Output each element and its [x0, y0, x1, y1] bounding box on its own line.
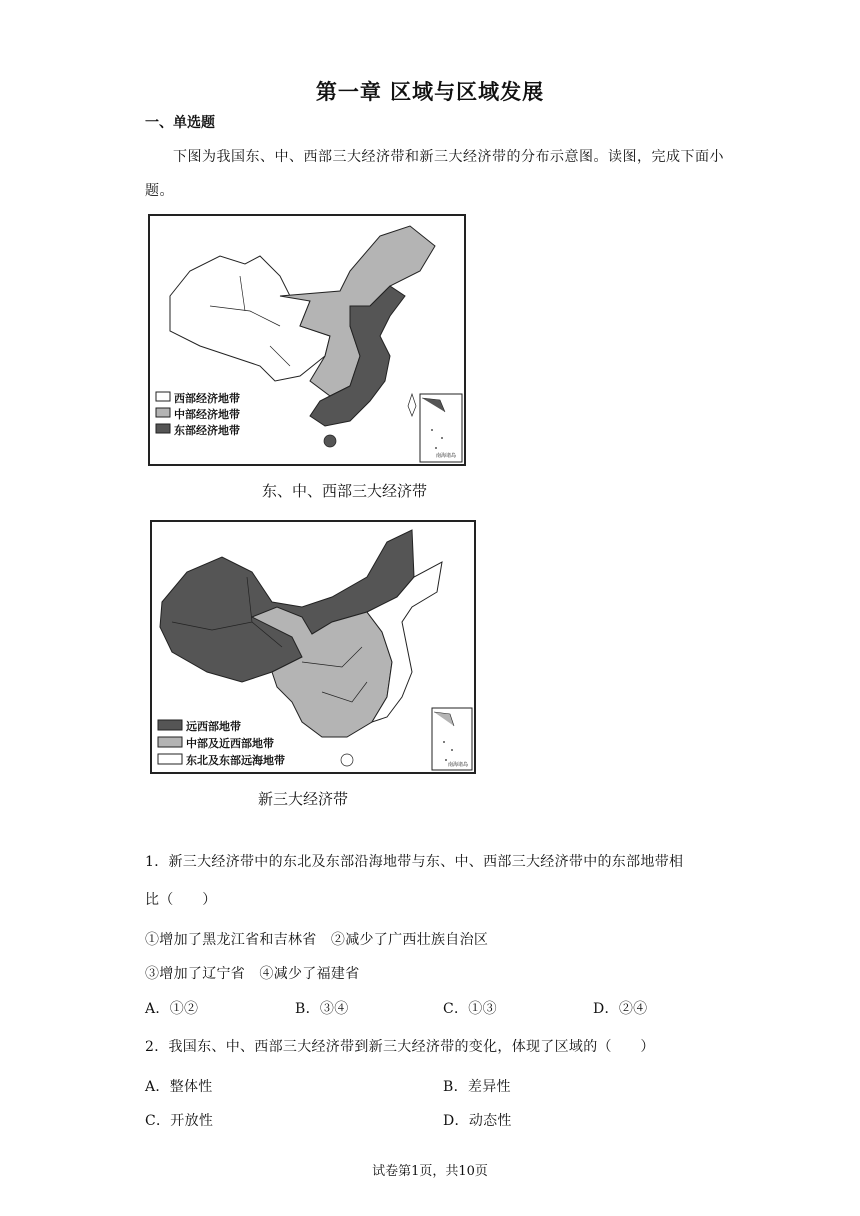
page-title: 第一章 区域与区域发展	[315, 80, 545, 104]
intro-text: 下图为我国东、中、西部三大经济带和新三大经济带的分布示意图。读图，完成下面小题。	[145, 149, 724, 199]
question-1-stem-line2: 比（ ）	[145, 892, 217, 908]
map1-caption: 东、中、西部三大经济带	[262, 482, 428, 500]
map1-taiwan	[408, 394, 416, 416]
question-2-stem: 2．我国东、中、西部三大经济带到新三大经济带的变化，体现了区域的（ ）	[145, 1039, 655, 1055]
map2-legend-far-west: 远西部地带	[186, 720, 241, 733]
section-heading: 一、单选题	[145, 115, 215, 131]
map1-hainan	[324, 435, 336, 447]
question-2-option-b[interactable]: B．差异性	[443, 1079, 511, 1095]
map1-legend-swatch-east	[156, 424, 170, 433]
page-footer: 试卷第1页，共10页	[372, 1164, 488, 1179]
question-1-option-a[interactable]: A．①②	[145, 1001, 199, 1017]
map1-legend-west: 西部经济地带	[174, 392, 240, 405]
question-2-option-c[interactable]: C．开放性	[145, 1113, 214, 1129]
map2-inset-label: 南海诸岛	[448, 762, 469, 768]
map-new-three-belts	[150, 520, 476, 774]
question-1-option-d[interactable]: D．②④	[593, 1001, 648, 1017]
map-three-belts	[148, 214, 466, 466]
question-2-option-a[interactable]: A．整体性	[145, 1079, 213, 1095]
question-1-option-b[interactable]: B．③④	[295, 1001, 349, 1017]
map2-legend-swatch-middle	[158, 737, 182, 747]
map2-legend-swatch-east	[158, 754, 182, 764]
question-1-option-c[interactable]: C．①③	[443, 1001, 497, 1017]
map2-caption: 新三大经济带	[258, 790, 349, 808]
map2-legend-middle: 中部及近西部地带	[186, 737, 274, 750]
map1-legend-swatch-middle	[156, 408, 170, 417]
map2-legend-swatch-far-west	[158, 720, 182, 730]
map1-inset-label: 南海诸岛	[436, 453, 457, 459]
question-1-statement-1: ①增加了黑龙江省和吉林省 ②减少了广西壮族自治区	[145, 932, 489, 948]
question-2-option-d[interactable]: D．动态性	[443, 1113, 512, 1129]
map2-hainan	[341, 754, 353, 766]
map2-legend-east: 东北及东部远海地带	[186, 754, 285, 767]
question-1-statement-2: ③增加了辽宁省 ④减少了福建省	[145, 966, 360, 982]
map1-legend-middle: 中部经济地带	[174, 408, 240, 421]
map1-legend-east: 东部经济地带	[174, 424, 240, 437]
map1-legend-swatch-west	[156, 392, 170, 401]
question-1-stem-line1: 1．新三大经济带中的东北及东部沿海地带与东、中、西部三大经济带中的东部地带相	[145, 854, 684, 870]
